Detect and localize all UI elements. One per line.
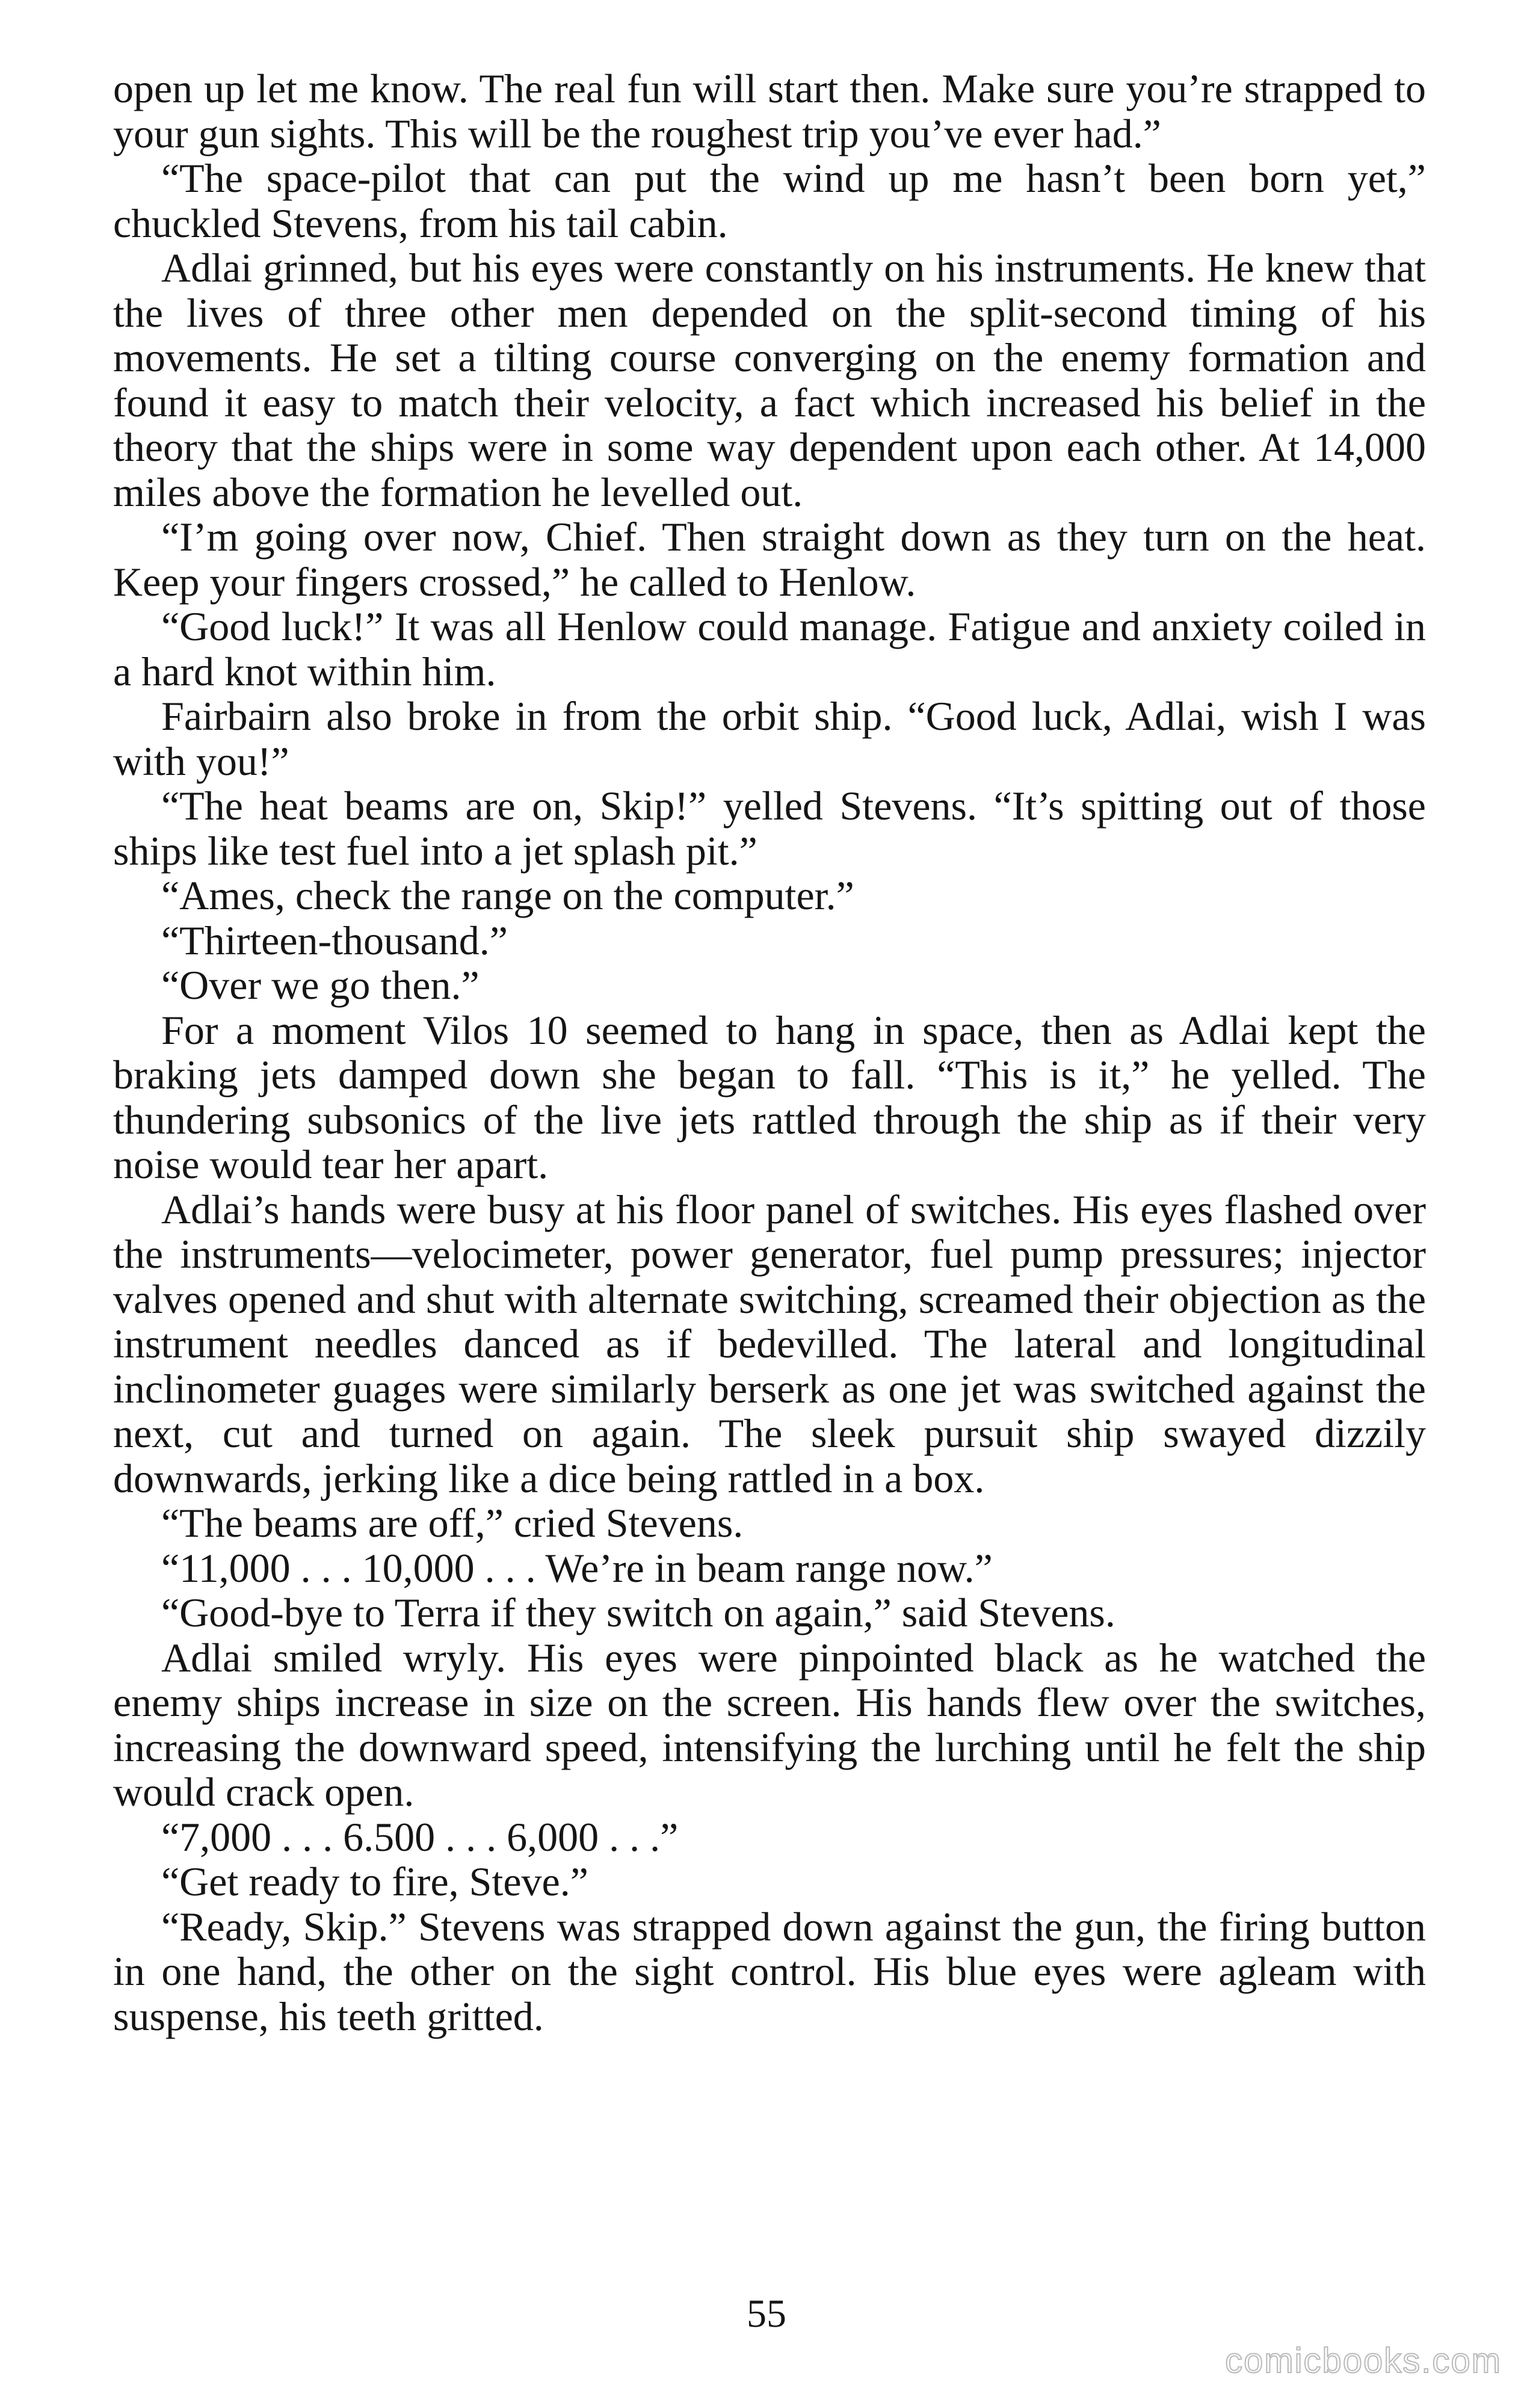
site-watermark: comicbooks.com [1225,2341,1502,2380]
paragraph-8: “Ames, check the range on the computer.” [161,872,854,918]
paragraph-16: Adlai smiled wryly. His eyes were pinpointed black as he watched the enemy ships increase in size on the screen. His hands flew over the switches, increasing the downward speed, intensifying the lurching until he felt the ship would crack open. [113,1634,1426,1815]
page-number: 55 [747,2292,786,2336]
paragraph-11: For a moment Vilos 10 seemed to hang in space, then as Adlai kept the braking jets damped down she began to fall. “This is it,” he yelled. The thundering subsonics of the live jets rattled through the ship as if their very noise would tear her apart. [113,1007,1426,1187]
paragraph-15: “Good-bye to Terra if they switch on again,” said Stevens. [161,1590,1115,1635]
paragraph-17: “7,000 . . . 6.500 . . . 6,000 . . .” [161,1814,679,1860]
paragraph-14: “11,000 . . . 10,000 . . . We’re in beam range now.” [161,1545,993,1591]
paragraph-9: “Thirteen-thousand.” [161,917,508,963]
paragraph-2: “The space-pilot that can put the wind up me hasn’t been born yet,” chuckled Stevens, from his tail cabin. [113,155,1426,246]
paragraph-12: Adlai’s hands were busy at his floor panel of switches. His eyes flashed over the instruments—velocimeter, power generator, fuel pump pressures; injector valves opened and shut with alternate switching, screamed their objection as the instrument needles danced as if bedevilled. The lateral and longitudinal inclinometer guages were similarly berserk as one jet was switched against the next, cut and turned on again. The sleek pursuit ship swayed dizzily downwards, jerking like a dice being rattled in a box. [113,1186,1426,1501]
paragraph-5: “Good luck!” It was all Henlow could manage. Fatigue and anxiety coiled in a hard knot within him. [113,604,1426,694]
book-page-text [113,66,1426,2039]
paragraph-7: “The heat beams are on, Skip!” yelled Stevens. “It’s spitting out of those ships like test fuel into a jet splash pit.” [113,783,1426,874]
paragraph-4: “I’m going over now, Chief. Then straight down as they turn on the heat. Keep your fingers crossed,” he called to Henlow. [113,514,1426,605]
paragraph-10: “Over we go then.” [161,962,480,1008]
paragraph-3: Adlai grinned, but his eyes were constantly on his instruments. He knew that the lives of three other men depended on the split-second timing of his movements. He set a tilting course converging on the enemy formation and found it easy to match their velocity, a fact which increased his belief in the theory that the ships were in some way dependent upon each other. At 14,000 miles above the formation he levelled out. [113,245,1426,515]
paragraph-19: “Ready, Skip.” Stevens was strapped down against the gun, the firing button in one hand, the other on the sight control. His blue eyes were agleam with suspense, his teeth gritted. [113,1903,1426,2039]
paragraph-13: “The beams are off,” cried Stevens. [161,1500,744,1546]
paragraph-1: open up let me know. The real fun will start then. Make sure you’re strapped to your gun sights. This will be the roughest trip you’ve ever had.” [113,66,1426,156]
paragraph-6: Fairbairn also broke in from the orbit ship. “Good luck, Adlai, wish I was with you!” [113,693,1426,784]
paragraph-18: “Get ready to fire, Steve.” [161,1859,588,1904]
